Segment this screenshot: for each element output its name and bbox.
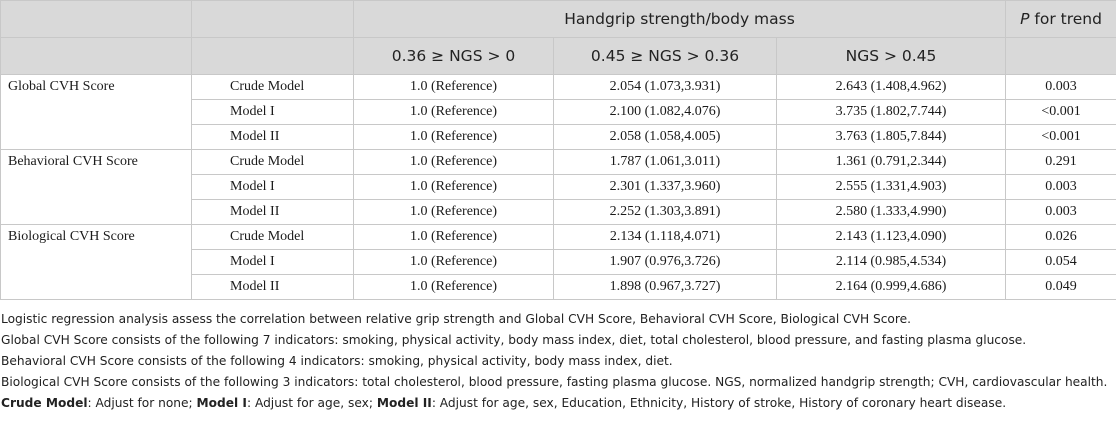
header-empty-5 <box>1006 38 1116 75</box>
p-cell: 0.291 <box>1006 150 1116 175</box>
ref-cell: 1.0 (Reference) <box>354 225 554 250</box>
p-cell: <0.001 <box>1006 125 1116 150</box>
group-label: Global CVH Score <box>1 75 192 150</box>
ref-cell: 1.0 (Reference) <box>354 125 554 150</box>
p-trend-header <box>1006 1 1116 38</box>
ref-cell: 1.0 (Reference) <box>354 200 554 225</box>
p-cell: <0.001 <box>1006 100 1116 125</box>
table-row <box>1 75 1116 100</box>
group-label: Biological CVH Score <box>1 225 192 300</box>
ref-cell: 1.0 (Reference) <box>354 275 554 300</box>
model-cell: Model II <box>192 125 354 150</box>
model-cell: Model II <box>192 200 354 225</box>
group-header: Handgrip strength/body mass <box>354 1 1006 38</box>
footnote-1: Logistic regression analysis assess the correlation between relative grip strength and Global CVH Score, Behavioral CVH Score, Biological CVH Score. <box>1 312 912 326</box>
model-cell: Crude Model <box>192 75 354 100</box>
footnote-3: Behavioral CVH Score consists of the following 4 indicators: smoking, physical activity, body mass index, diet. <box>1 354 673 368</box>
header-empty-3 <box>1 38 192 75</box>
model-cell: Crude Model <box>192 225 354 250</box>
or-cell-mid: 2.301 (1.337,3.960) <box>554 175 777 200</box>
footnote-models <box>0 393 1116 414</box>
or-cell-mid: 2.134 (1.118,4.071) <box>554 225 777 250</box>
p-cell: 0.003 <box>1006 200 1116 225</box>
or-cell-mid: 2.252 (1.303,3.891) <box>554 200 777 225</box>
model-cell: Model II <box>192 275 354 300</box>
model-cell: Crude Model <box>192 150 354 175</box>
model-2-label: Model II <box>376 396 432 410</box>
footnote-4: Biological CVH Score consists of the following 3 indicators: total cholesterol, blood pressure, fasting plasma glucose. NGS, normalized handgrip strength; CVH, cardiovascular health. <box>1 375 1108 389</box>
or-cell-high: 3.763 (1.805,7.844) <box>777 125 1006 150</box>
header-row-2 <box>1 38 1116 75</box>
or-cell-high: 1.361 (0.791,2.344) <box>777 150 1006 175</box>
or-cell-high: 2.114 (0.985,4.534) <box>777 250 1006 275</box>
or-cell-high: 2.580 (1.333,4.990) <box>777 200 1006 225</box>
table-row <box>1 225 1116 250</box>
or-cell-mid: 1.898 (0.967,3.727) <box>554 275 777 300</box>
group-label: Behavioral CVH Score <box>1 150 192 225</box>
p-cell: 0.003 <box>1006 75 1116 100</box>
ref-cell: 1.0 (Reference) <box>354 75 554 100</box>
p-cell: 0.026 <box>1006 225 1116 250</box>
ref-cell: 1.0 (Reference) <box>354 150 554 175</box>
model-cell: Model I <box>192 100 354 125</box>
or-cell-mid: 1.787 (1.061,3.011) <box>554 150 777 175</box>
model-1-text: : Adjust for age, sex; <box>246 396 377 410</box>
footnote-2: Global CVH Score consists of the following 7 indicators: smoking, physical activity, body mass index, diet, total cholesterol, blood pressure, and fasting plasma glucose. <box>1 333 1027 347</box>
p-cell: 0.003 <box>1006 175 1116 200</box>
crude-model-text: : Adjust for none; <box>87 396 197 410</box>
or-cell-high: 2.164 (0.999,4.686) <box>777 275 1006 300</box>
header-empty-1 <box>1 1 192 38</box>
or-cell-mid: 1.907 (0.976,3.726) <box>554 250 777 275</box>
or-cell-high: 2.555 (1.331,4.903) <box>777 175 1006 200</box>
or-cell-high: 3.735 (1.802,7.744) <box>777 100 1006 125</box>
table-footnotes <box>0 309 1116 414</box>
ref-cell: 1.0 (Reference) <box>354 250 554 275</box>
p-cell: 0.049 <box>1006 275 1116 300</box>
or-cell-mid: 2.058 (1.058,4.005) <box>554 125 777 150</box>
p-cell: 0.054 <box>1006 250 1116 275</box>
model-cell: Model I <box>192 250 354 275</box>
p-italic: P <box>1020 10 1030 28</box>
model-2-text: : Adjust for age, sex, Education, Ethnicity, History of stroke, History of coronary heart disease. <box>431 396 1007 410</box>
header-row-1 <box>1 1 1116 38</box>
col-header-1: 0.36 ≥ NGS > 0 <box>354 38 554 75</box>
header-empty-4 <box>192 38 354 75</box>
model-1-label: Model I <box>196 396 247 410</box>
col-header-3: NGS > 0.45 <box>777 38 1006 75</box>
table-body <box>1 75 1116 300</box>
table-row <box>1 150 1116 175</box>
p-trend-rest: for trend <box>1029 10 1102 28</box>
ref-cell: 1.0 (Reference) <box>354 100 554 125</box>
or-cell-high: 2.643 (1.408,4.962) <box>777 75 1006 100</box>
model-cell: Model I <box>192 175 354 200</box>
or-cell-mid: 2.100 (1.082,4.076) <box>554 100 777 125</box>
col-header-2: 0.45 ≥ NGS > 0.36 <box>554 38 777 75</box>
ref-cell: 1.0 (Reference) <box>354 175 554 200</box>
or-cell-high: 2.143 (1.123,4.090) <box>777 225 1006 250</box>
crude-model-label: Crude Model <box>1 396 88 410</box>
header-empty-2 <box>192 1 354 38</box>
or-cell-mid: 2.054 (1.073,3.931) <box>554 75 777 100</box>
